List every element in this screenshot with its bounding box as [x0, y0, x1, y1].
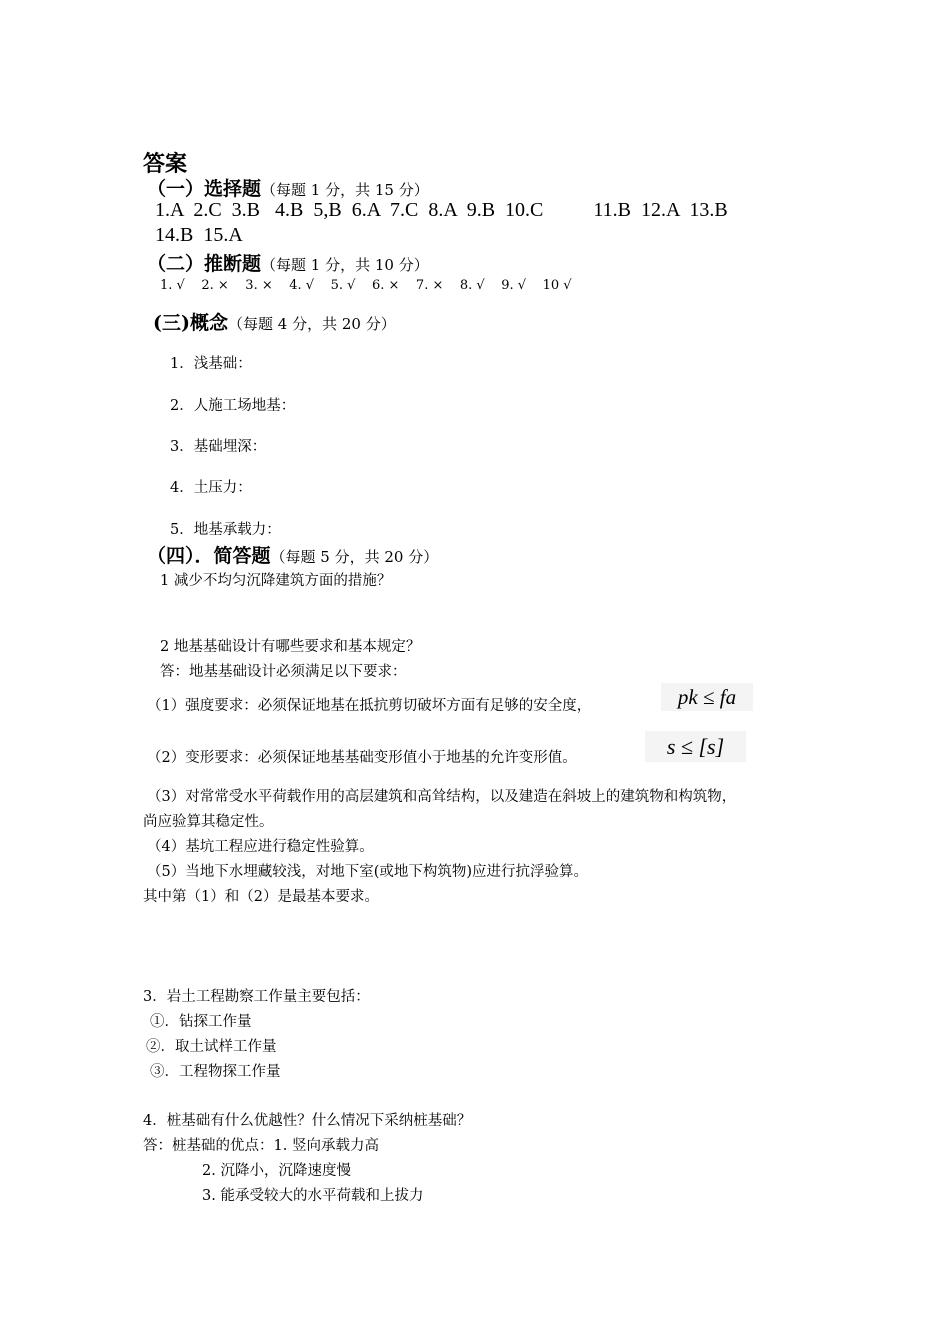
question-3: 3．岩土工程勘察工作量主要包括： — [143, 989, 370, 1005]
section-short-title: （四）．简答题 — [147, 545, 271, 567]
section-choice-note: （每题 1 分，共 15 分） — [261, 181, 429, 199]
question-3-item: ②．取土试样工作量 — [146, 1039, 277, 1055]
question-3-item: ③．工程物探工作量 — [150, 1064, 281, 1080]
question-2: 2 地基基础设计有哪些要求和基本规定？ — [160, 639, 421, 655]
concept-item: 1．浅基础： — [170, 356, 252, 372]
question-3-item: ①．钻探工作量 — [150, 1014, 252, 1030]
section-judge-note: （每题 1 分，共 10 分） — [261, 256, 429, 274]
question-4-answer: 答：桩基础的优点：1. 竖向承载力高 — [143, 1138, 379, 1154]
section-concept-title: (三)概念 — [153, 312, 228, 334]
question-2-summary: 其中第（1）和（2）是最基本要求。 — [143, 889, 379, 905]
section-judge-heading — [147, 249, 429, 276]
concept-item: 2．人施工场地基： — [170, 398, 296, 414]
question-2-requirement-1: （1）强度要求：必须保证地基在抵抗剪切破坏方面有足够的安全度， — [147, 698, 592, 714]
question-2-requirement-3: （3）对常常受水平荷载作用的高层建筑和高耸结构，以及建造在斜坡上的建筑物和构筑物， — [147, 789, 737, 805]
concept-item: 5．地基承载力： — [170, 522, 281, 538]
formula-strength: pk ≤ fa — [661, 683, 753, 711]
question-2-answer-intro: 答：地基基础设计必须满足以下要求： — [160, 664, 407, 680]
judge-answers: 1. √ 2. × 3. × 4. √ 5. √ 6. × 7. × 8. √ 9. √ 10 √ — [160, 278, 572, 293]
page-title: 答案 — [143, 151, 188, 177]
question-2-requirement-4: （4）基坑工程应进行稳定性验算。 — [147, 839, 374, 855]
choice-answers-line-2: 14.B 15.A — [155, 224, 243, 246]
question-4-point: 3. 能承受较大的水平荷载和上拔力 — [202, 1188, 424, 1204]
question-1: 1 减少不均匀沉降建筑方面的措施？ — [160, 573, 392, 589]
section-choice-title: （一）选择题 — [147, 178, 262, 200]
section-choice-heading — [147, 174, 429, 201]
section-concept-note: （每题 4 分，共 20 分） — [227, 315, 396, 333]
section-concept-heading — [153, 308, 396, 335]
section-short-note: （每题 5 分，共 20 分） — [270, 548, 439, 566]
question-4-point: 2. 沉降小，沉降速度慢 — [202, 1163, 351, 1179]
concept-item: 3．基础埋深： — [170, 439, 267, 455]
concept-item: 4．土压力： — [170, 480, 252, 496]
choice-answers-line-1: 1.A 2.C 3.B 4.B 5,B 6.A 7.C 8.A 9.B 10.C 11.B 12.A 13.B — [155, 199, 728, 221]
question-4: 4．桩基础有什么优越性？什么情况下采纳桩基础？ — [143, 1113, 472, 1129]
question-2-requirement-5: （5）当地下水埋藏较浅，对地下室(或地下构筑物)应进行抗浮验算。 — [147, 864, 589, 880]
question-2-requirement-2: （2）变形要求：必须保证地基基础变形值小于地基的允许变形值。 — [147, 750, 577, 766]
formula-deformation: s ≤ [s] — [645, 731, 746, 762]
question-2-requirement-3-cont: 尚应验算其稳定性。 — [143, 814, 274, 830]
section-short-heading — [147, 541, 438, 568]
section-judge-title: （二）推断题 — [147, 253, 262, 275]
